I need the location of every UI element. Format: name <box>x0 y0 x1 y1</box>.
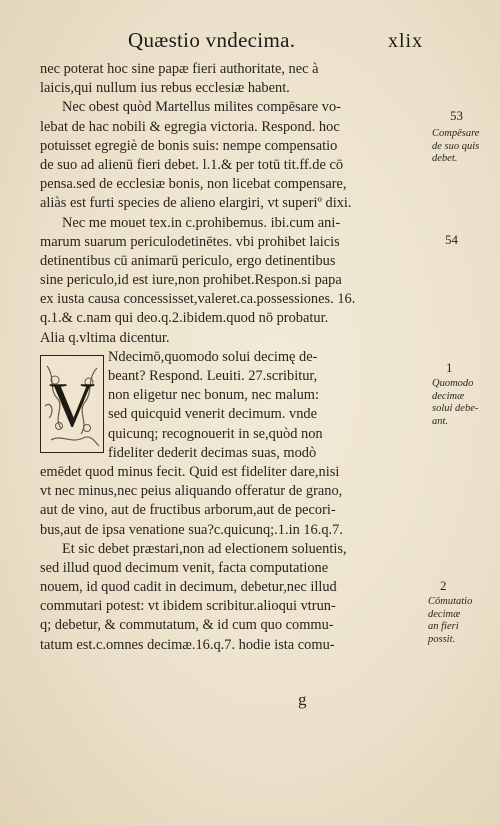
text-line: aliàs est furti species de alieno elargiri, vt superiº dixi. <box>40 195 352 212</box>
text-line: nec poterat hoc sine papæ fieri authoritate, nec à <box>40 61 319 77</box>
marginal-number: 2 <box>440 578 447 593</box>
text-line: nouem, id quod cadit in decimum, debetur,nec illud <box>40 579 337 596</box>
text-line: sine periculo,id est iure,non prohibet.Respon.si papa <box>40 272 342 289</box>
text-line: beant? Respond. Leuiti. 27.scribitur, <box>108 368 318 384</box>
signature-mark: g <box>298 690 307 709</box>
marginal-number: 1 <box>446 360 453 375</box>
text-line: Nec me mouet tex.in c.prohibemus. ibi.cum ani- <box>62 214 341 231</box>
running-head: Quæstio vndecima. <box>128 28 296 52</box>
decorated-initial <box>40 355 104 453</box>
text-line: sed illud quod decimum venit, facta computatione <box>40 559 329 576</box>
initial-letter: V <box>48 369 96 440</box>
marginal-note: Quomodo decimæ solui debe- ant. <box>432 378 479 427</box>
ornament-initial-icon <box>41 356 103 452</box>
text-line: q; debetur, & commutatum, & id cum quo commu- <box>40 617 334 634</box>
text-line: sed quicquid venerit decimum. vnde <box>108 406 318 423</box>
folio-number: xlix <box>388 30 424 52</box>
text-line: Et sic debet præstari,non ad electionem soluentis, <box>62 540 347 557</box>
text-line: fideliter dederit decimas suas, modò <box>108 444 317 461</box>
text-line: bus,aut de ipsa venatione sua?c.quicunq;.1.in 16.q.7. <box>40 521 343 538</box>
text-line: non eligetur nec bonum, nec malum: <box>108 387 320 404</box>
marginal-note: Cōmutatio decimæ an fieri possit. <box>428 596 473 645</box>
marginal-number: 54 <box>445 232 458 247</box>
text-line: vt nec minus,nec peius aliquando offeratur de grano, <box>40 483 343 500</box>
marginal-note: Compēsare de suo quis debet. <box>432 128 480 164</box>
marginal-number: 53 <box>450 108 463 123</box>
text-line: Ndecimō,quomodo solui decimę de- <box>108 348 318 365</box>
text-line: tatum est.c.omnes decimæ.16.q.7. hodie ista comu- <box>40 636 335 653</box>
text-line: lebat de hac nobili & egregia victoria. Respond. hoc <box>40 118 340 135</box>
text-line: pensa.sed de ecclesiæ bonis, non licebat compensare, <box>40 176 347 193</box>
text-line: q.1.& c.nam qui deo.q.2.ibidem.quod nō probatur. <box>40 310 329 327</box>
text-line: commutari potest: vt ibidem scribitur.alioqui vtrun- <box>40 598 336 615</box>
text-line: Alia q.vltima dicentur. <box>40 329 170 346</box>
text-line: de suo ad alienū fieri debet. l.1.& per totū tit.ff.de cō <box>40 156 344 173</box>
text-line: quicunq; recognouerit in se,quòd non <box>108 425 323 442</box>
text-line: laicis,qui nullum ius rebus ecclesiæ habent. <box>40 80 290 97</box>
text-line: aut de vino, aut de fructibus arborum,aut de pecori- <box>40 502 336 519</box>
text-line: detinentibus cū animarū periculo, ergo detinentibus <box>40 252 336 269</box>
text-line: Nec obest quòd Martellus milites compēsare vo- <box>62 99 341 116</box>
text-line: ex iusta causa concessisset,valeret.ca.possessiones. 16. <box>40 291 356 308</box>
text-line: emēdet quod minus fecit. Quid est fideliter dare,nisi <box>40 463 340 480</box>
text-line: marum suarum periculodetinētes. vbi prohibet laicis <box>40 233 340 250</box>
text-line: potuisset egregiè de bonis suis: nempe compensatio <box>40 137 338 154</box>
